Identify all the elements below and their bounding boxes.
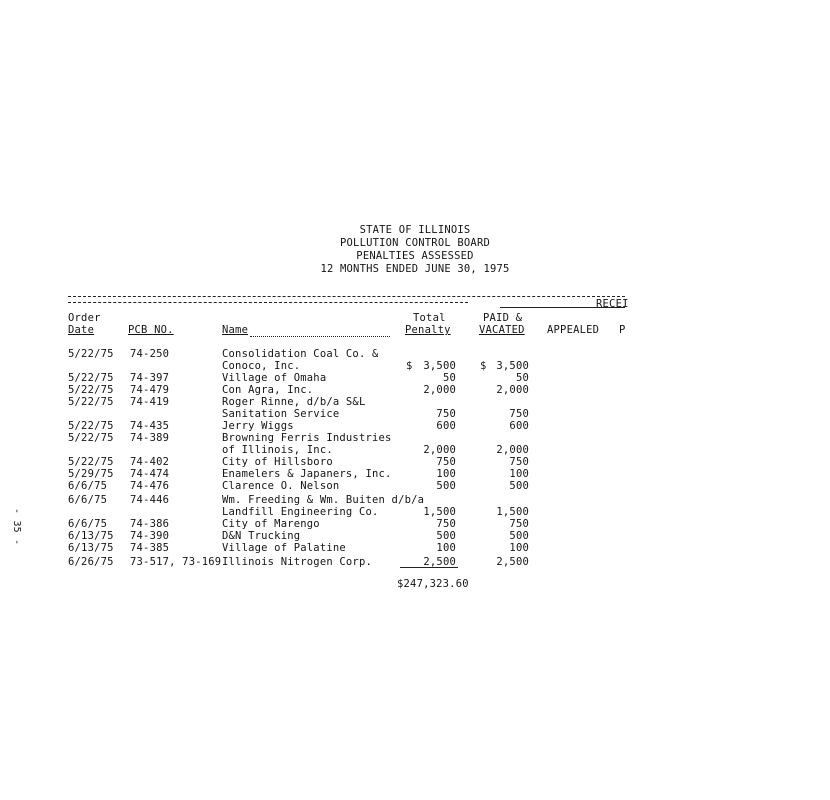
total-penalty: 100 [436, 542, 456, 554]
party-name: Village of Omaha [222, 372, 327, 384]
total-penalty: 2,000 [423, 384, 456, 396]
party-name: Conoco, Inc. [222, 360, 301, 372]
order-date: 6/6/75 [68, 480, 108, 492]
table-row [0, 348, 625, 360]
party-name: Landfill Engineering Co. [222, 506, 379, 518]
total-penalty: 500 [436, 480, 456, 492]
header-title-state: STATE OF ILLINOIS [359, 224, 471, 236]
total-penalty: 100 [436, 468, 456, 480]
paid-currency-symbol: $ [480, 360, 487, 372]
total-penalty: 750 [436, 518, 456, 530]
col-header-name: Name [222, 324, 249, 336]
paid-vacated: 2,000 [496, 384, 529, 396]
pcb-number: 74-386 [130, 518, 170, 530]
table-row [0, 372, 625, 384]
top-rule-upper [68, 296, 625, 297]
paid-vacated: 100 [509, 468, 529, 480]
table-row [0, 420, 625, 432]
table-row [0, 396, 625, 408]
pcb-number: 74-446 [130, 494, 170, 506]
paid-vacated: 500 [509, 530, 529, 542]
total-penalty: 750 [436, 456, 456, 468]
table-row [0, 530, 625, 542]
grand-total: $247,323.60 [397, 578, 469, 590]
party-name: of Illinois, Inc. [222, 444, 333, 456]
paid-vacated: 750 [509, 518, 529, 530]
pcb-number: 74-250 [130, 348, 170, 360]
party-name: City of Marengo [222, 518, 320, 530]
name-header-rule [250, 336, 390, 337]
table-row [0, 444, 625, 456]
table-row [0, 480, 625, 492]
party-name: Illinois Nitrogen Corp. [222, 556, 372, 568]
pcb-number: 74-402 [130, 456, 170, 468]
order-date: 5/22/75 [68, 396, 114, 408]
table-row [0, 556, 625, 568]
party-name: Con Agra, Inc. [222, 384, 314, 396]
col-header-appealed: APPEALED [547, 324, 600, 336]
order-date: 6/6/75 [68, 518, 108, 530]
paid-vacated: 600 [509, 420, 529, 432]
order-date: 5/22/75 [68, 420, 114, 432]
col-header-order: Order [68, 312, 101, 324]
penalty-currency-symbol: $ [406, 360, 413, 372]
party-name: Sanitation Service [222, 408, 340, 420]
header-title-board: POLLUTION CONTROL BOARD [340, 237, 490, 249]
total-penalty: 500 [436, 530, 456, 542]
table-row [0, 468, 625, 480]
order-date: 5/22/75 [68, 456, 114, 468]
col-header-total: Total [413, 312, 446, 324]
order-date: 6/26/75 [68, 556, 114, 568]
pcb-number: 74-419 [130, 396, 170, 408]
paid-vacated: 100 [509, 542, 529, 554]
paid-vacated: 3,500 [496, 360, 529, 372]
header-title-report: PENALTIES ASSESSED [356, 250, 474, 262]
party-name: Browning Ferris Industries [222, 432, 392, 444]
col-header-date: Date [68, 324, 95, 336]
total-rule [400, 567, 458, 568]
party-name: Roger Rinne, d/b/a S&L [222, 396, 366, 408]
header-title-period: 12 MONTHS ENDED JUNE 30, 1975 [320, 263, 510, 275]
party-name: Village of Palatine [222, 542, 346, 554]
total-penalty: 2,000 [423, 444, 456, 456]
party-name: Consolidation Coal Co. & [222, 348, 379, 360]
table-row [0, 542, 625, 554]
pcb-number: 74-390 [130, 530, 170, 542]
order-date: 6/13/75 [68, 530, 114, 542]
order-date: 6/6/75 [68, 494, 108, 506]
pcb-number: 74-397 [130, 372, 170, 384]
paid-vacated: 750 [509, 408, 529, 420]
order-date: 5/22/75 [68, 384, 114, 396]
table-row [0, 360, 625, 372]
pcb-number: 74-389 [130, 432, 170, 444]
party-name: City of Hillsboro [222, 456, 333, 468]
col-header-paid: PAID & [483, 312, 523, 324]
group-header-receipts: RECEI [596, 298, 629, 310]
pcb-number: 74-385 [130, 542, 170, 554]
party-name: Jerry Wiggs [222, 420, 294, 432]
table-row [0, 494, 625, 506]
table-row [0, 506, 625, 518]
party-name: Clarence O. Nelson [222, 480, 340, 492]
order-date: 5/22/75 [68, 432, 114, 444]
paid-vacated: 2,000 [496, 444, 529, 456]
order-date: 6/13/75 [68, 542, 114, 554]
pcb-number: 74-435 [130, 420, 170, 432]
col-header-cutoff: P [619, 324, 626, 336]
table-row [0, 432, 625, 444]
pcb-number: 74-479 [130, 384, 170, 396]
paid-vacated: 500 [509, 480, 529, 492]
pcb-number: 74-476 [130, 480, 170, 492]
paid-vacated: 50 [515, 372, 529, 384]
col-header-penalty: Penalty [405, 324, 451, 336]
order-date: 5/22/75 [68, 372, 114, 384]
party-name: Enamelers & Japaners, Inc. [222, 468, 392, 480]
total-penalty: 750 [436, 408, 456, 420]
party-name: Wm. Freeding & Wm. Buiten d/b/a [222, 494, 425, 506]
pcb-number: 73-517, 73-169 [130, 556, 222, 568]
order-date: 5/29/75 [68, 468, 114, 480]
table-row [0, 518, 625, 530]
table-row [0, 384, 625, 396]
col-header-vacated: VACATED [479, 324, 525, 336]
paid-vacated: 1,500 [496, 506, 529, 518]
page-number: - 35 - [11, 508, 22, 546]
order-date: 5/22/75 [68, 348, 114, 360]
total-penalty: 1,500 [423, 506, 456, 518]
paid-vacated: 2,500 [496, 556, 529, 568]
top-rule-lower [68, 302, 468, 303]
paid-vacated: 750 [509, 456, 529, 468]
pcb-number: 74-474 [130, 468, 170, 480]
total-penalty: 600 [436, 420, 456, 432]
col-header-pcb-no: PCB NO. [128, 324, 174, 336]
total-penalty: 3,500 [423, 360, 456, 372]
table-row [0, 456, 625, 468]
total-penalty: 2,500 [423, 556, 456, 568]
total-penalty: 50 [442, 372, 456, 384]
table-row [0, 408, 625, 420]
party-name: D&N Trucking [222, 530, 301, 542]
